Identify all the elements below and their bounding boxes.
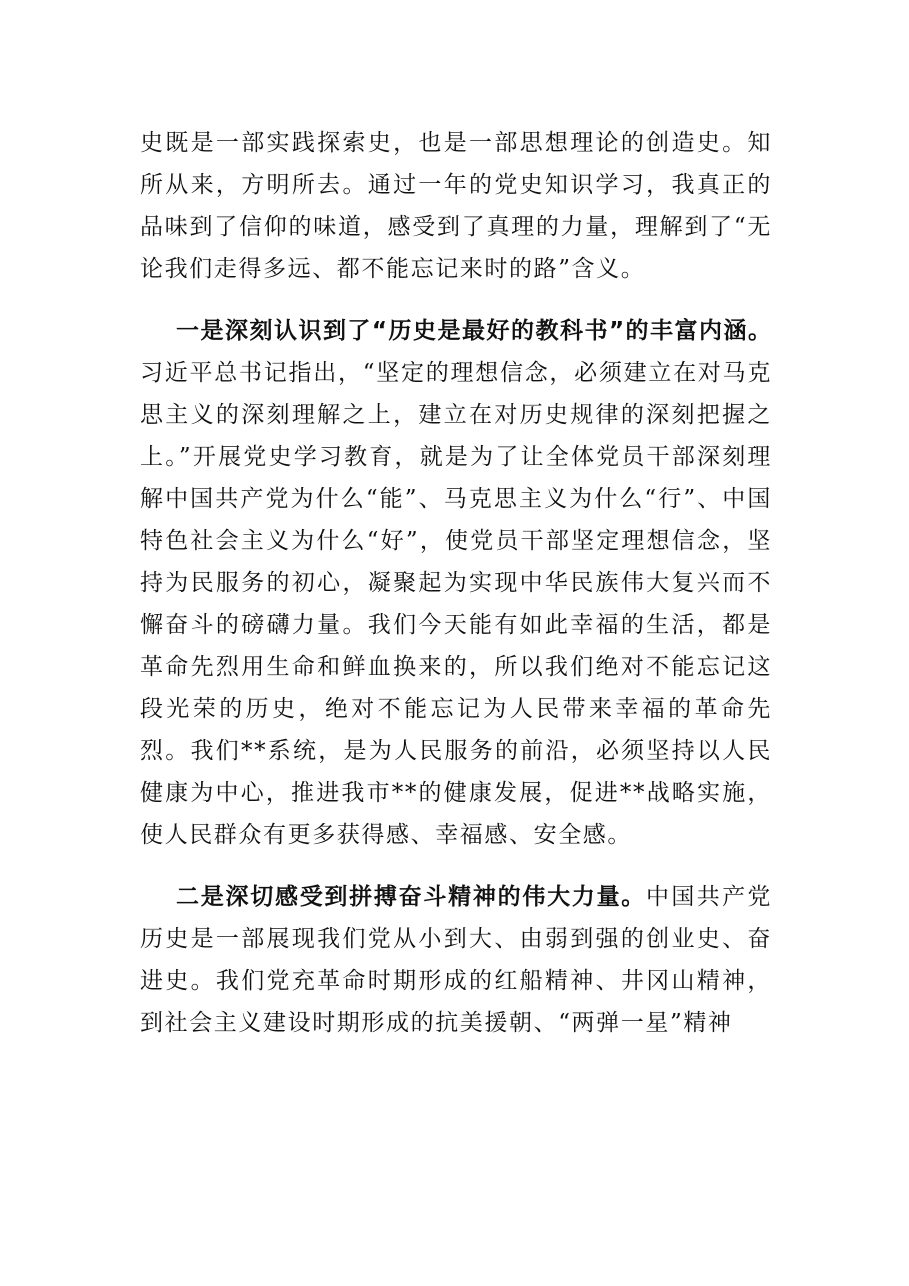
paragraph-2-text: 习近平总书记指出，“坚定的理想信念，必须建立在对马克思主义的深刻理解之上，建立在对历史规律的深刻把握之上。”开展党史学习教育，就是为了让全体党员干部深刻理解中国共产党为什么“能”、马克思主义为什么“行”、中国特色社会主义为什么“好”，使党员干部坚定理想信念，坚持为民服务的初心，凝聚起为实现中华民族伟大复兴而不懈奋斗的磅礴力量。我们今天能有如此幸福的生活，都是革命先烈用生命和鲜血换来的，所以我们绝对不能忘记这段光荣的历史，绝对不能忘记为人民带来幸福的革命先烈。我们**系统，是为人民服务的前沿，必须坚持以人民健康为中心，推进我市**的健康发展，促进**战略实施，使人民群众有更多获得感、幸福感、安全感。 xyxy=(140,360,772,848)
paragraph-3-heading: 二是深切感受到拼搏奋斗精神的伟大力量。 xyxy=(176,884,647,910)
paragraph-1-text: 史既是一部实践探索史，也是一部思想理论的创造史。知所从来，方明所去。通过一年的党史知识学习，我真正的品味到了信仰的味道，感受到了真理的力量，理解到了“无论我们走得多远、都不能忘记来时的路”含义。 xyxy=(140,130,772,282)
paragraph-1 xyxy=(140,122,772,290)
paragraph-3 xyxy=(140,876,772,1044)
paragraph-2 xyxy=(140,310,772,856)
paragraph-2-heading: 一是深刻认识到了“历史是最好的教科书”的丰富内涵。 xyxy=(176,318,772,344)
paragraph-3-text: 中国共产党历史是一部展现我们党从小到大、由弱到强的创业史、奋进史。我们党充革命时期形成的红船精神、井冈山精神，到社会主义建设时期形成的抗美援朝、“两弹一星”精神 xyxy=(140,884,773,1036)
document-body xyxy=(140,122,772,1064)
